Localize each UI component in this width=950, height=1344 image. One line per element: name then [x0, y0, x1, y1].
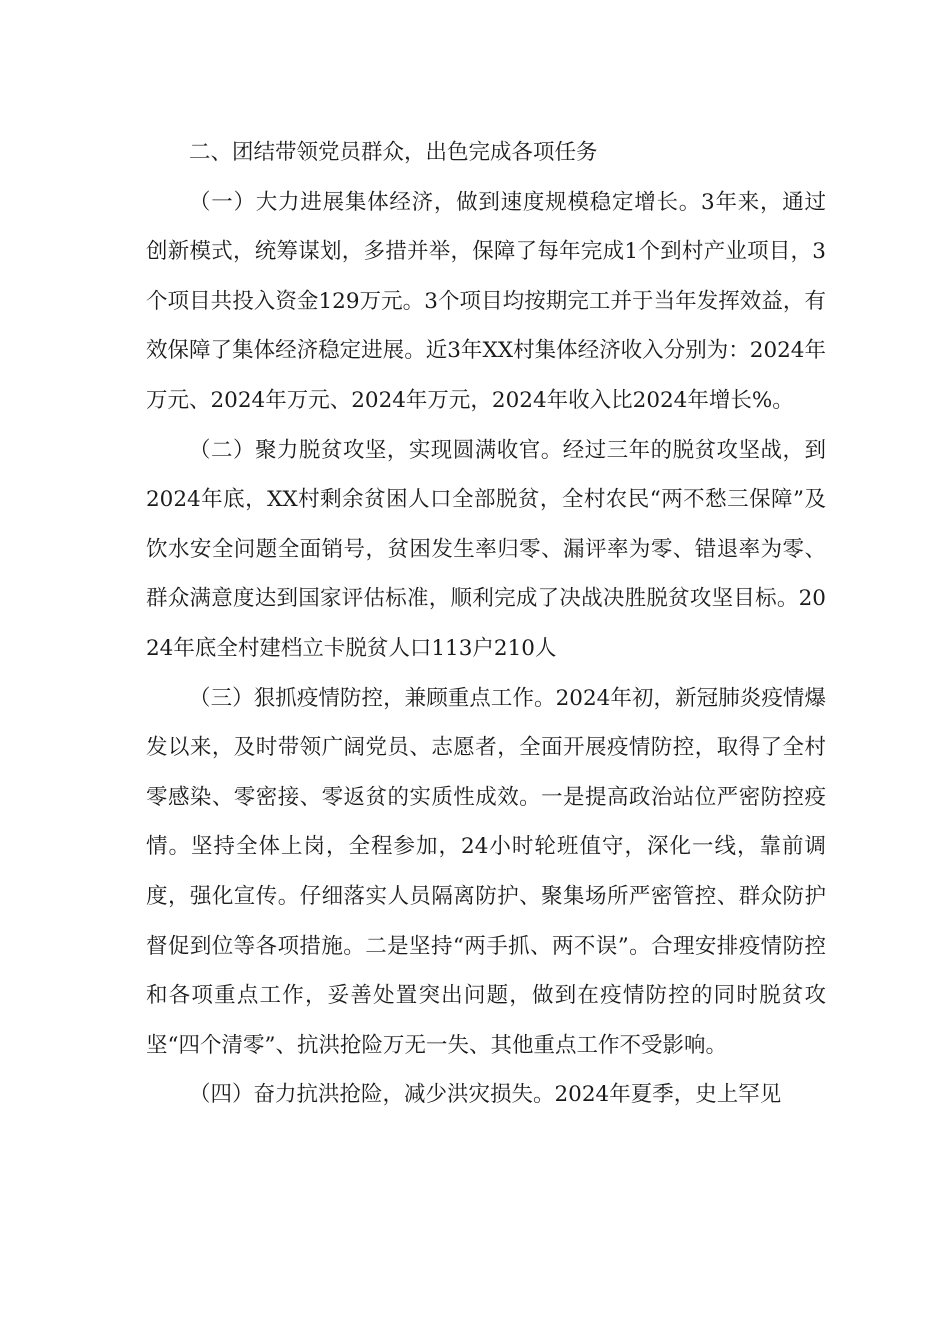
- paragraph-collective-economy: （一）大力进展集体经济，做到速度规模稳定增长。3年来，通过创新模式，统筹谋划，多措并举，保障了每年完成1个到村产业项目，3个项目共投入资金129万元。3个项目均按期完工并于当年发挥效益，有效保障了集体经济稳定进展。近3年XX村集体经济收入分别为：2024年万元、2024年万元、2024年万元，2024年收入比2024年增长%。: [146, 189, 826, 413]
- paragraph-epidemic-prevention: （三）狠抓疫情防控，兼顾重点工作。2024年初，新冠肺炎疫情爆发以来，及时带领广阔党员、志愿者，全面开展疫情防控，取得了全村零感染、零密接、零返贫的实质性成效。一是提高政治站位严密防控疫情。坚持全体上岗，全程参加，24小时轮班值守，深化一线，靠前调度，强化宣传。仔细落实人员隔离防护、聚集场所严密管控、群众防护督促到位等各项措施。二是坚持“两手抓、两不误”。合理安排疫情防控和各项重点工作，妥善处置突出问题，做到在疫情防控的同时脱贫攻坚“四个清零”、抗洪抢险万无一失、其他重点工作不受影响。: [146, 685, 826, 1058]
- paragraph-poverty-alleviation: （二）聚力脱贫攻坚，实现圆满收官。经过三年的脱贫攻坚战，到2024年底，XX村剩余贫困人口全部脱贫，全村农民“两不愁三保障”及饮水安全问题全面销号，贫困发生率归零、漏评率为零、错退率为零、群众满意度达到国家评估标准，顺利完成了决战决胜脱贫攻坚目标。2024年底全村建档立卡脱贫人口113户210人: [146, 437, 826, 661]
- document-body: [146, 128, 826, 1120]
- section-heading: 二、团结带领党员群众，出色完成各项任务: [189, 140, 598, 165]
- paragraph-flood-relief: （四）奋力抗洪抢险，减少洪灾损失。2024年夏季，史上罕见: [189, 1082, 782, 1108]
